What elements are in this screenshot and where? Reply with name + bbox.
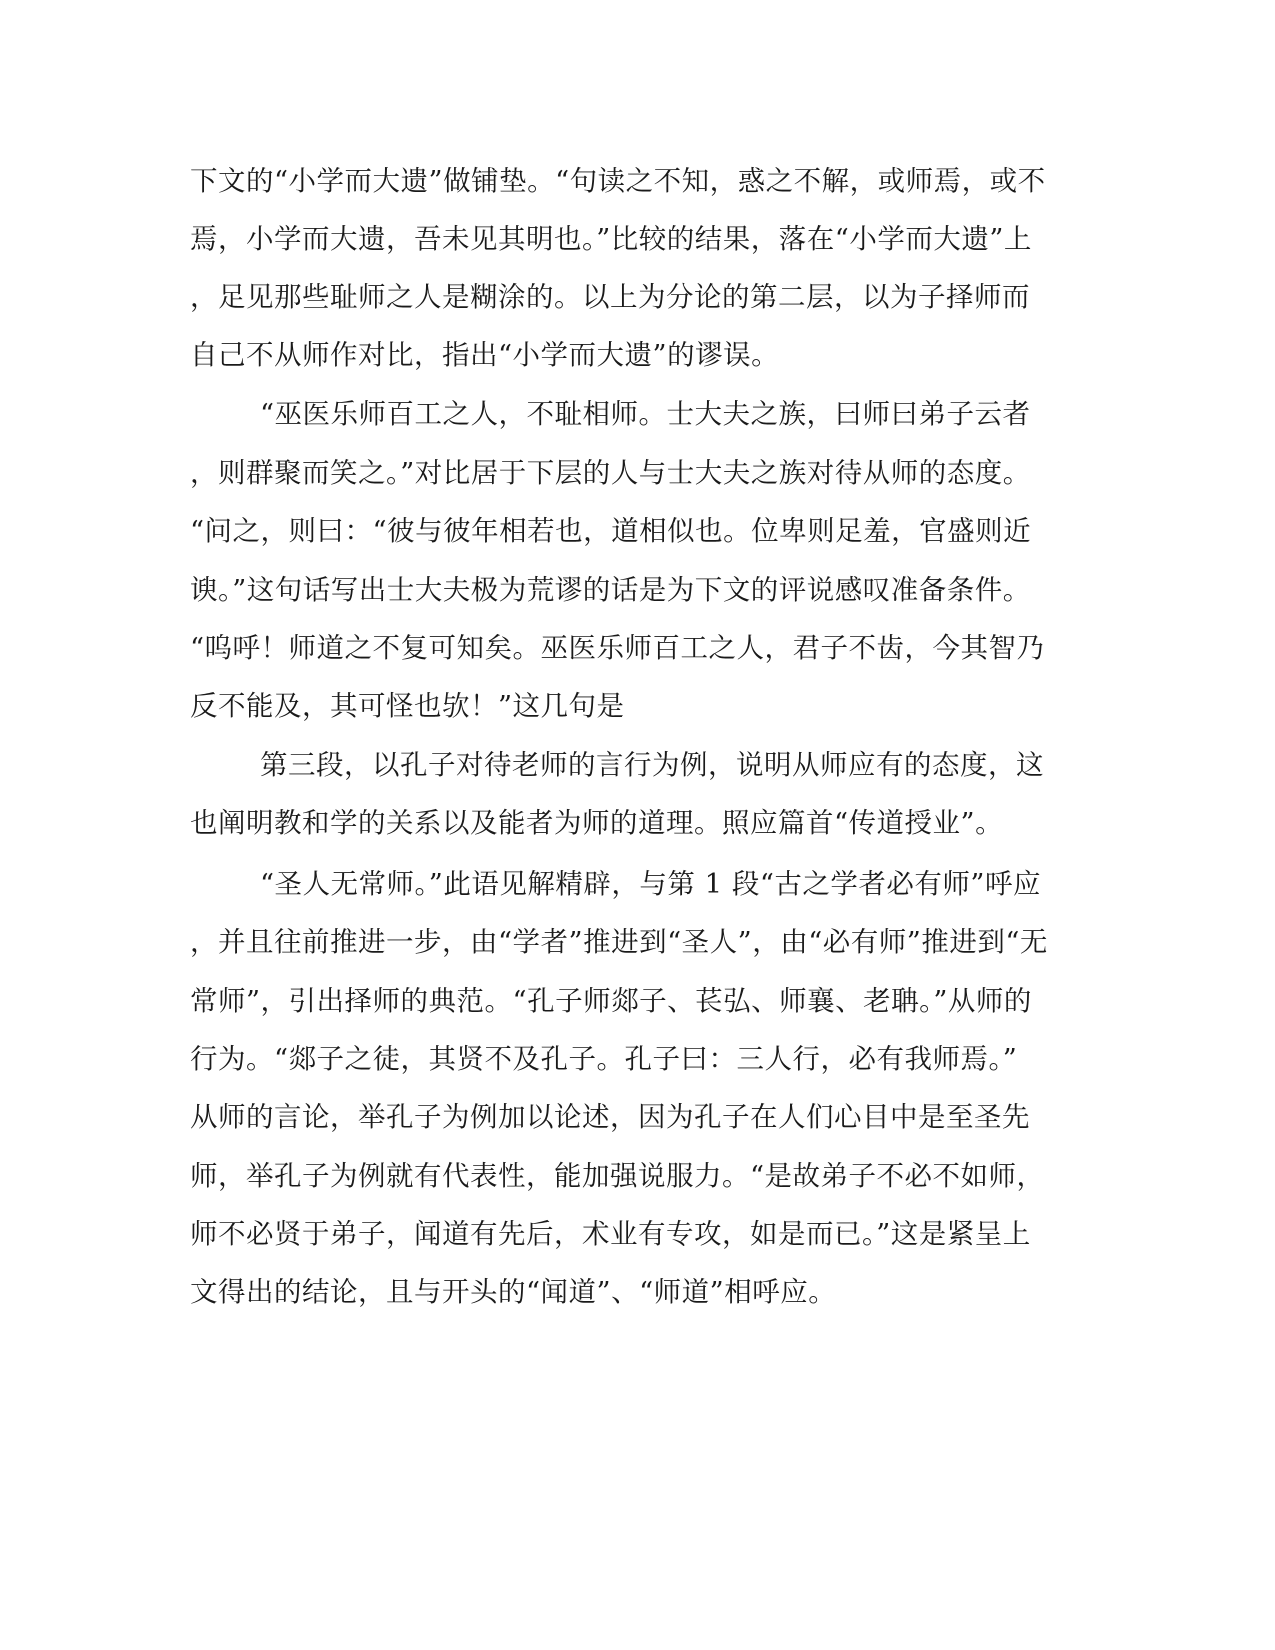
text-line: 反不能及，其可怪也欤！”这几句是	[190, 690, 625, 722]
text-line: 下文的“小学而大遗”做铺垫。“句读之不知，惑之不解，或师焉，或不	[190, 165, 1046, 197]
text-line: 也阐明教和学的关系以及能者为师的道理。照应篇首“传道授业”。	[190, 807, 1004, 839]
text-line: 师，举孔子为例就有代表性，能加强说服力。“是故弟子不必不如师，	[190, 1160, 1045, 1192]
text-line: “巫医乐师百工之人，不耻相师。士大夫之族，曰师曰弟子云者	[260, 398, 1031, 430]
text-line: 文得出的结论，且与开头的“闻道”、“师道”相呼应。	[190, 1276, 837, 1308]
text-line: ，则群聚而笑之。”对比居于下层的人与士大夫之族对待从师的态度。	[190, 457, 1031, 489]
text-line: “呜呼！师道之不复可知矣。巫医乐师百工之人，君子不齿，今其智乃	[190, 632, 1045, 664]
text-line: 焉，小学而大遗，吾未见其明也。”比较的结果，落在“小学而大遗”上	[190, 223, 1032, 255]
text-line: 自己不从师作对比，指出“小学而大遗”的谬误。	[190, 339, 780, 371]
text-line: 第三段，以孔子对待老师的言行为例，说明从师应有的态度，这	[260, 749, 1044, 781]
text-line: ，并且往前推进一步，由“学者”推进到“圣人”，由“必有师”推进到“无	[190, 926, 1048, 958]
text-line: ，足见那些耻师之人是糊涂的。以上为分论的第二层，以为子择师而	[190, 281, 1030, 313]
text-line: 常师”，引出择师的典范。“孔子师郯子、苌弘、师襄、老聃。”从师的	[190, 985, 1032, 1017]
text-line: 谀。”这句话写出士大夫极为荒谬的话是为下文的评说感叹准备条件。	[190, 574, 1031, 606]
text-line: 行为。“郯子之徒，其贤不及孔子。孔子曰：三人行，必有我师焉。”	[190, 1043, 1018, 1075]
text-line: “圣人无常师。”此语见解精辟，与第 1 段“古之学者必有师”呼应	[260, 868, 1041, 900]
text-line: “问之，则曰：“彼与彼年相若也，道相似也。位卑则足羞，官盛则近	[190, 515, 1032, 547]
text-line: 从师的言论，举孔子为例加以论述，因为孔子在人们心目中是至圣先	[190, 1101, 1030, 1133]
text-line: 师不必贤于弟子，闻道有先后，术业有专攻，如是而已。”这是紧呈上	[190, 1218, 1031, 1250]
